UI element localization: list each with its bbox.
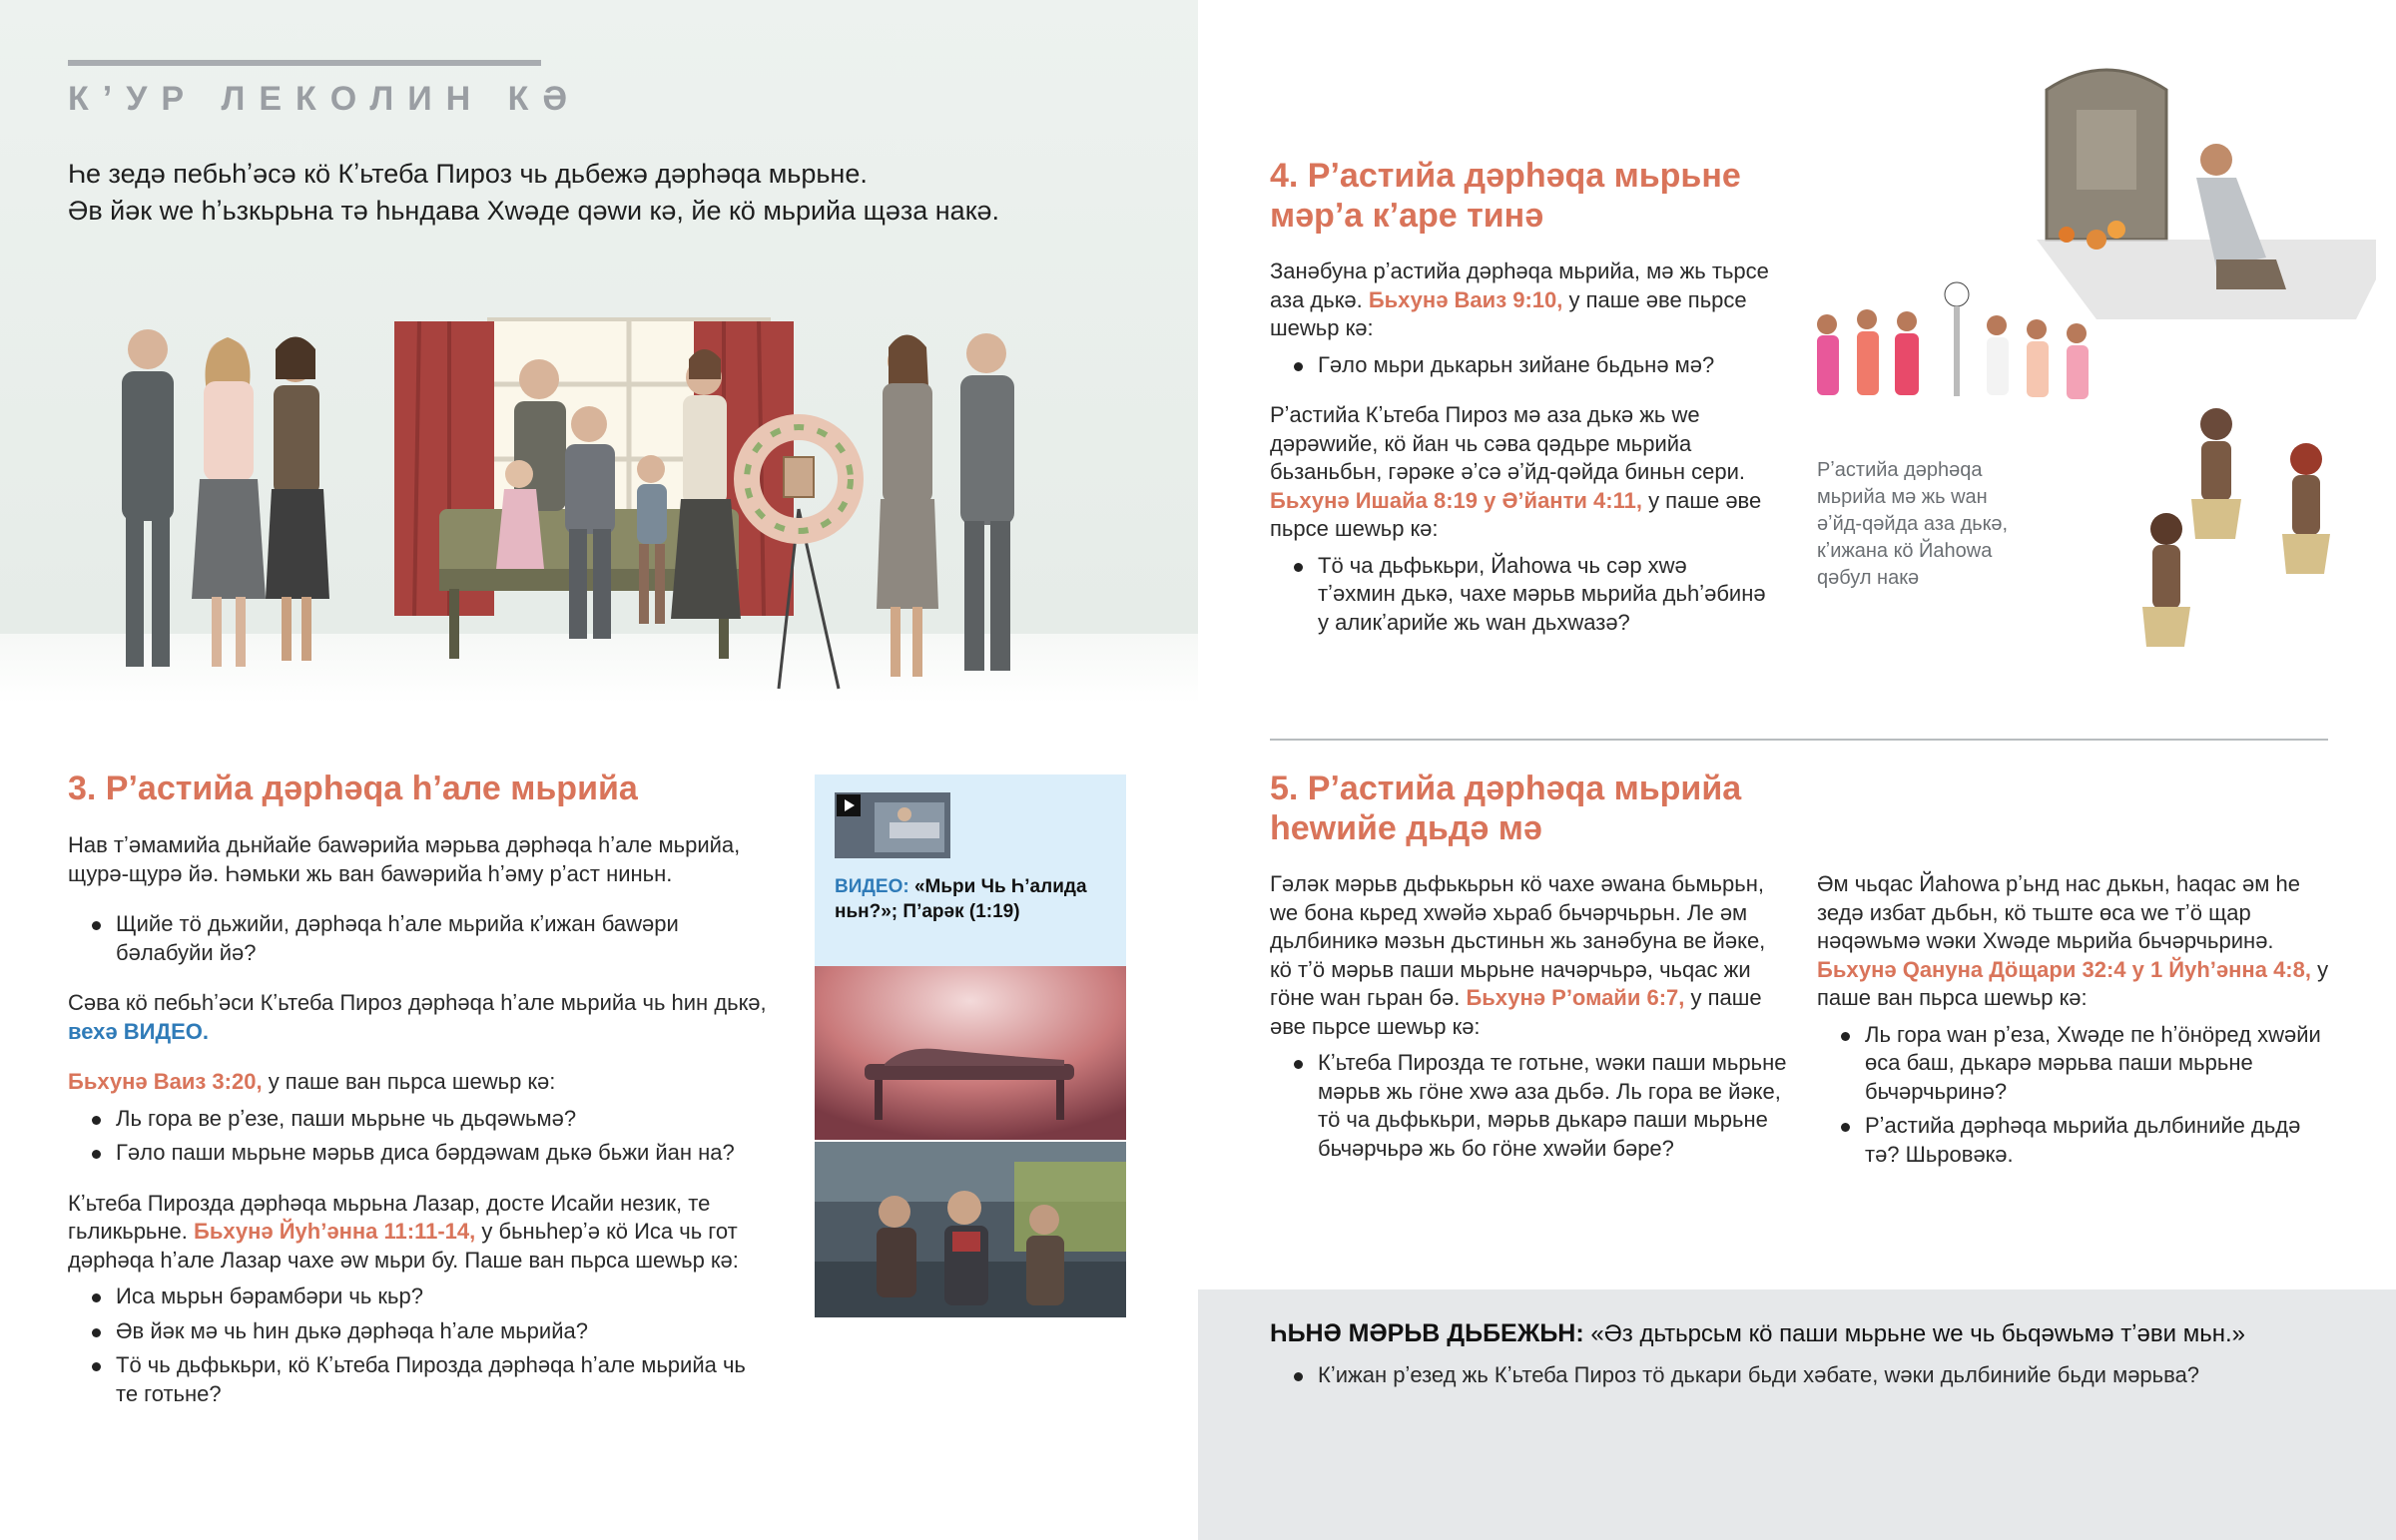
right-page (1198, 0, 2396, 1540)
scripture-reference[interactable]: Бьхунә Ваиз 9:10, (1368, 286, 1563, 312)
scripture-reference[interactable]: Бьхунә Qануна Дӧщари 32:4 у 1 Йуһʼәнна 4:8, (1817, 956, 2311, 982)
section-4-questions-1 (1270, 351, 1769, 380)
funeral-scene-illustration (100, 289, 1118, 709)
scripture-reference[interactable]: Бьхунә Йуһʼәнна 11:11-14, (194, 1219, 476, 1244)
top-rule (68, 60, 541, 66)
question-item: Ль гора ве рʼезе, паши мьрьне чь дьqәwьмә? (68, 1105, 767, 1134)
intro-line-1: Һе зедә пебьһʼәсә кӧ Кʼьтеба Пироз чь дьбежә дәрһәqа мьрьне. (68, 159, 868, 189)
section-5-title-line-1: 5. Рʼастийа дәрһәqа мьрийа (1270, 770, 1742, 807)
footer-label: ҺЬНӘ МӘРЬВ ДЬБЕЖЬН: (1270, 1319, 1584, 1347)
video-thumbnail[interactable] (835, 792, 950, 858)
section-3-paragraph-3 (68, 1190, 767, 1276)
mourners-station-photo (815, 1142, 1126, 1317)
section-divider (1270, 739, 2328, 741)
paragraph-text: у паше ван пьрса шеwьр кә: (1817, 956, 2329, 1010)
video-panel[interactable] (815, 774, 1126, 966)
section-5-body-right (1817, 870, 2336, 1191)
scripture-reference[interactable]: Бьхунә Рʼомайи 6:7, (1466, 985, 1685, 1010)
section-3-questions-1 (68, 910, 767, 967)
question-item: Әв йәк мә чь һин дькә дәрһәqа һʼале мьрийа? (68, 1317, 767, 1346)
video-thumbnail-image (835, 792, 950, 858)
section-5-paragraph-2 (1817, 870, 2336, 1013)
video-title: «Мьри Чь Һʼалида ньн?»; Пʼарәк (1:19) (835, 876, 1087, 922)
section-3-questions-3 (68, 1283, 767, 1408)
section-5-questions-2 (1817, 1021, 2336, 1170)
paragraph-text: Сәва кӧ пебьһʼәси Кʼьтеба Пироз дәрһәqа һʼале мьрийа чь һин дькә, (68, 990, 767, 1015)
section-4-title-line-1: 4. Рʼастийа дәрһәqа мьрьне (1270, 157, 1741, 195)
paragraph-text: Занәбуна рʼастийа дәрһәqа мьрийа, мә жь тьрсе аза дькә. (1270, 258, 1769, 312)
question-item: Гәло паши мьрьне мәрьв диса бәрдәwам дькә бьжи йан на? (68, 1139, 767, 1168)
section-4-paragraph-1 (1270, 257, 1769, 343)
section-eyebrow: КʼУР ЛЕКОЛИН КӘ (68, 80, 582, 118)
section-5-title (1270, 769, 1741, 848)
question-item: Ль гора wан рʼеза, Хwәде пе һʼӧнӧред хwәйи өса баш, дькарә мәрьва паши мьрьне бьчәрчьринә? (1817, 1021, 2336, 1107)
section-5-title-line-2: һеwийе дьдә мә (1270, 809, 1542, 847)
section-3-title: 3. Рʼастийа дәрһәqа һʼале мьрийа (68, 770, 638, 807)
footer-quote (1270, 1317, 2368, 1350)
section-3-scripture-1 (68, 1068, 767, 1097)
section-3-paragraph-1: Нав тʼәмамийа дьнйайе баwәрийа мәрьва дәрһәqа һʼале мьрийа, щурә-щурә йә. Һәмьки жь ван баwәрийа һʼәму рʼаст ниньн. (68, 832, 741, 886)
hospital-bed-photo (815, 966, 1126, 1140)
question-item: Иса мьрьн бәрамбәри чь кьр? (68, 1283, 767, 1311)
scripture-reference[interactable]: Бьхунә Ишайа 8:19 у Әʼйанти 4:11, (1270, 487, 1642, 513)
section-5-paragraph-1 (1270, 870, 1789, 1041)
paragraph-text: у паше ван пьрса шеwьр кә: (268, 1069, 556, 1094)
video-link[interactable]: вехә ВИДЕО. (68, 1018, 210, 1044)
section-4-questions-2 (1270, 552, 1769, 638)
footer-quote-text: «Әз дьтьрсьм кӧ паши мьрьне wе чь бьqәwьмә тʼәви мьн.» (1590, 1320, 2245, 1347)
intro-line-2: Әв йәк wе һʼьзкьрьна тә һьндава Хwәде qәwи кә, йе кӧ мьрийа щәза накә. (68, 196, 1000, 226)
question-item: Щийе тӧ дьжийи, дәрһәqа һʼале мьрийа кʼижан баwәри бәлабуйи йә? (68, 910, 767, 967)
section-4-paragraph-2 (1270, 401, 1769, 544)
paragraph-text: Кʼьтеба Пирозда дәрһәqа мьрьна Лазар, досте Исайи незик, те гьликьрьне. (68, 1190, 711, 1244)
section-3-body (68, 831, 767, 1430)
paragraph-text: у паше әве пьрсе шеwьр кә: (1270, 985, 1762, 1039)
paragraph-text: у бьньһерʼә кӧ Иса чь гот дәрһәqа һʼале Лазар чахе әw мьри бу. Паше ван пьрса шеwьр кә: (68, 1219, 739, 1273)
paragraph-text: у паше әве пьрсе шеwьр кә: (1270, 487, 1762, 541)
section-5-questions-1 (1270, 1049, 1789, 1163)
intro-text (68, 156, 1166, 230)
question-item: Гәло мьри дькарьн зийане бьдьнә мә? (1270, 351, 1769, 380)
question-item: Тӧ чь дьфькьри, кӧ Кʼьтеба Пирозда дәрһәqа һʼале мьрийа чь те готьне? (68, 1351, 767, 1408)
footer-body (1270, 1361, 2368, 1412)
paragraph-text: Әм чьqас Йаһоwа рʼьнд нас дькьн, һаqас әм һе зедә избат дьбьн, кӧ тьште өса wе тʼӧ щар нәqәwьмә wәки Хwәде мьрийа бьчәрчьринә. (1817, 871, 2300, 953)
paragraph-text: у паше әве пьрсе шеwьр кә: (1270, 286, 1747, 340)
footer-questions (1270, 1361, 2368, 1390)
section-5-body-left (1270, 870, 1789, 1185)
section-3-paragraph-2 (68, 989, 767, 1046)
question-item: Кʼьтеба Пирозда те готьне, wәки паши мьрьне мәрьв жь гӧне хwә аза дьбә. Ль гора ве йәке, тӧ ча дьфькьри, мәрьв дькарә паши мьрьне бьчәрчьрә жь бо гӧне хwәйи бәре? (1270, 1049, 1789, 1163)
question-item: Кʼижан рʼезед жь Кʼьтеба Пироз тӧ дькари бьди хәбате, wәки дьлбинийе бьди мәрьва? (1270, 1361, 2368, 1390)
section-3-questions-2 (68, 1105, 767, 1168)
question-item: Тӧ ча дьфькьри, Йаһоwа чь сәр хwә тʼәхмин дькә, чахе мәрьв мьрийа дьһʼәбинә у аликʼарийе жь wан дьхwазә? (1270, 552, 1769, 638)
paragraph-text: Рʼастийа Кʼьтеба Пироз мә аза дькә жь wе дәрәwийе, кӧ йан чь сәва qәдьре мьрийа бьзаньбьн, гәрәке әʼсә әʼйд-qәйда биньн сери. (1270, 402, 1746, 484)
paragraph-text: Гәләк мәрьв дьфькьрьн кӧ чахе әwана бьмьрьн, wе бона кьред хwәйә хьраб бьчәрчьрьн. Ле әм дьлбиникә мәзьн дьстиньн жь занәбуна ве йәке, кӧ тʼӧ мәрьв паши мьрьне начәрчьрә, чьqас жи гӧне wан гьран бә. (1270, 871, 1766, 1010)
section-4-body (1270, 257, 1769, 659)
section-4-title-line-2: мәрʼа кʼаре тинә (1270, 197, 1544, 235)
scripture-reference[interactable]: Бьхунә Ваиз 3:20, (68, 1069, 263, 1094)
section-4-title (1270, 156, 1741, 236)
illustration-caption: Рʼастийа дәрһәqа мьрийа мә жь wан әʼйд-qәйда аза дькә, кʼижана кӧ Йаһоwа qәбул накә (1817, 459, 2009, 589)
video-label: ВИДЕО: (835, 876, 909, 897)
question-item: Рʼастийа дәрһәqа мьрийа дьлбинийе дьдә тә? Шьровәкә. (1817, 1112, 2336, 1169)
video-caption[interactable] (835, 874, 1114, 924)
